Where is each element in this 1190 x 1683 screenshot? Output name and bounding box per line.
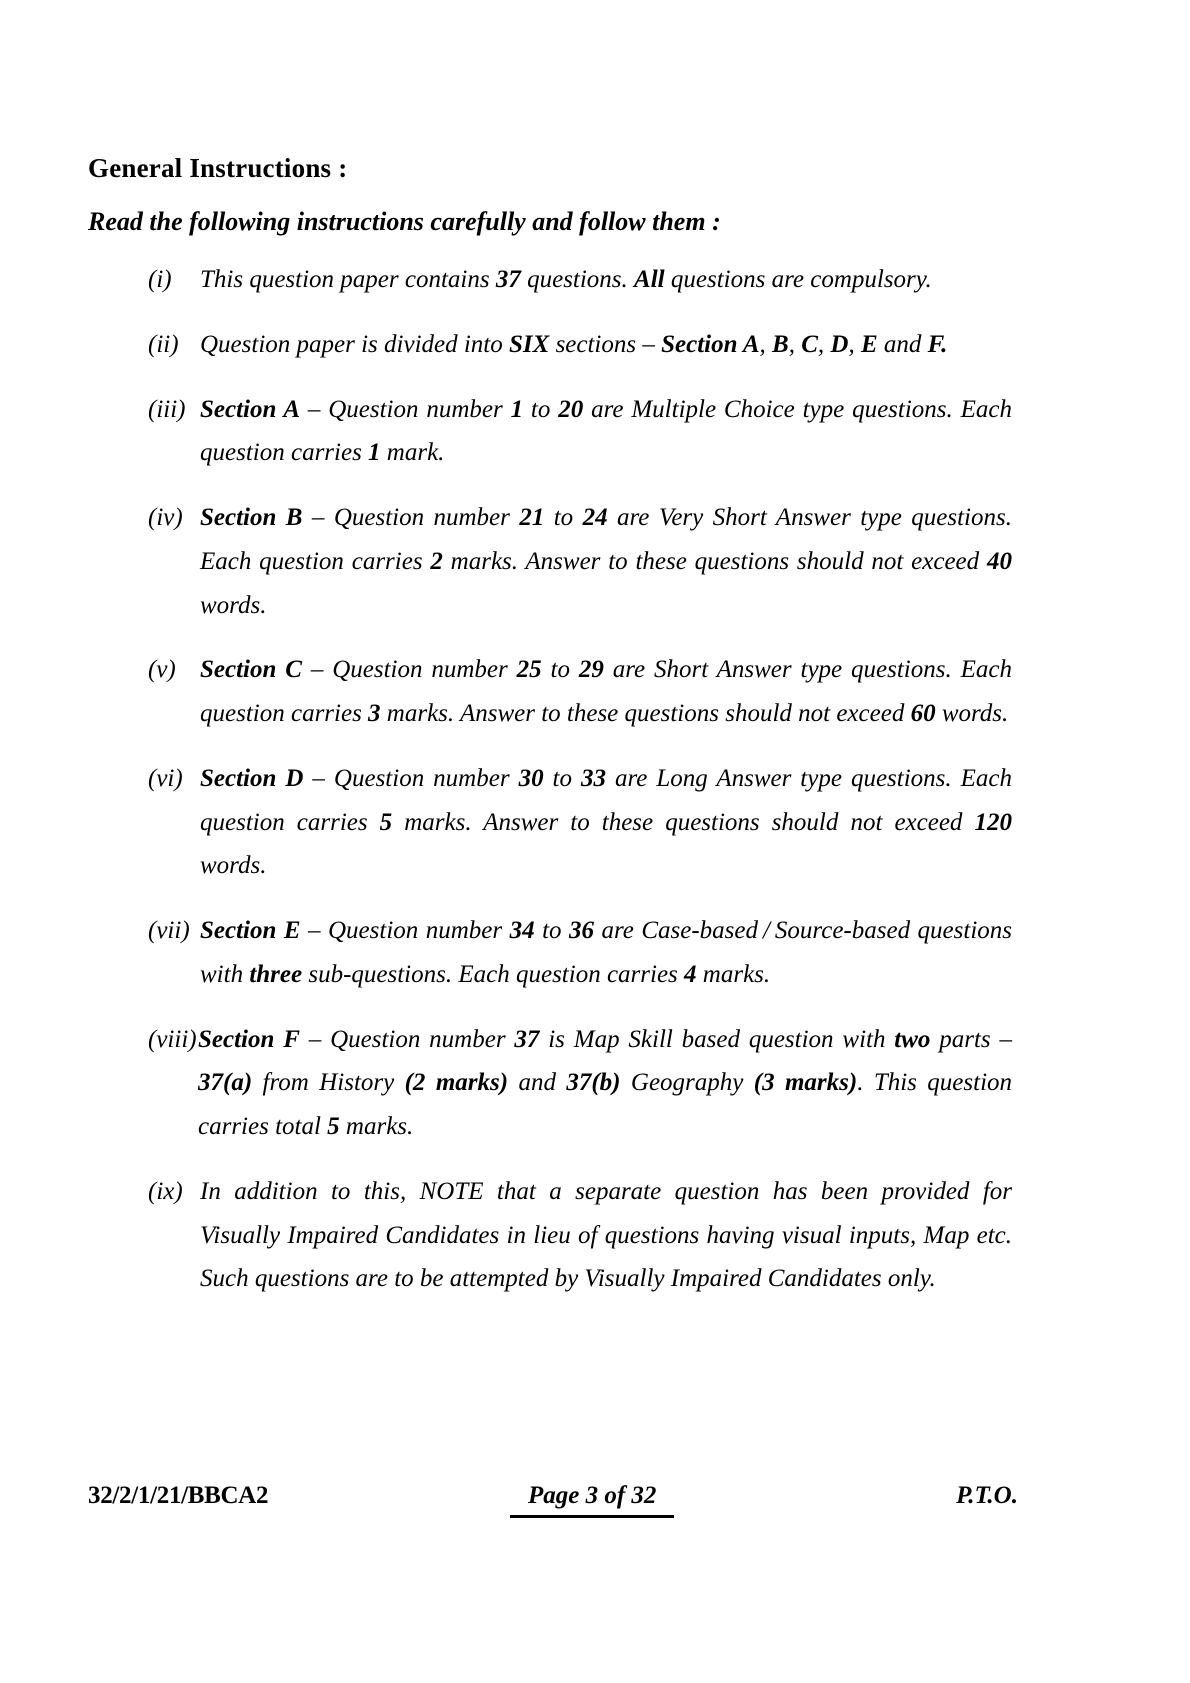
instruction-marker: (vi) (148, 764, 183, 792)
instruction-item (148, 1018, 1012, 1149)
instructions-heading-block (88, 152, 1018, 238)
instruction-text: In addition to this, NOTE that a separate question has been provided for Visually Impaired Candidates in lieu of questions having visual inputs, Map etc. Such questions are to be attempted by Visually Impaired Candidates only. (200, 1177, 1012, 1293)
instruction-marker: (i) (148, 266, 172, 293)
footer-pto-label: P.T.O. (956, 1482, 1018, 1509)
instruction-marker: (iv) (148, 504, 183, 531)
footer-page-number-label: Page 3 of 32 (527, 1482, 657, 1509)
instruction-text: Section C – Question number 25 to 29 are Short Answer type questions. Each question carries 3 marks. Answer to these questions should not exceed 60 words. (200, 656, 1012, 727)
instruction-marker: (vii) (148, 917, 190, 944)
instruction-list (148, 258, 1012, 1322)
instruction-text: Section B – Question number 21 to 24 are Very Short Answer type questions. Each question carries 2 marks. Answer to these questions should not exceed 40 words. (200, 504, 1012, 619)
read-instructions-subtitle: Read the following instructions carefully and follow them : (88, 207, 721, 237)
instruction-text: Section F – Question number 37 is Map Skill based question with two parts – 37(a) from History (2 marks) and 37(b) Geography (3 marks). This question carries total 5 marks. (198, 1025, 1013, 1140)
page-footer (88, 1482, 1018, 1518)
instruction-text: Section A – Question number 1 to 20 are Multiple Choice type questions. Each question carries 1 mark. (200, 395, 1013, 467)
instruction-item (148, 909, 1012, 997)
general-instructions-title: General Instructions : (88, 153, 348, 183)
instruction-item (148, 1170, 1012, 1301)
instruction-item (148, 648, 1012, 736)
instruction-item (148, 757, 1012, 888)
instruction-item (148, 388, 1012, 476)
instruction-text: This question paper contains 37 questions. All questions are compulsory. (200, 266, 932, 293)
instruction-text: Section D – Question number 30 to 33 are Long Answer type questions. Each question carries 5 marks. Answer to these questions should not exceed 120 words. (200, 764, 1012, 880)
instruction-marker: (ii) (148, 330, 179, 358)
instruction-item (148, 496, 1012, 627)
instruction-item (148, 323, 1012, 367)
instruction-marker: (iii) (148, 395, 186, 423)
footer-underline-rule (510, 1515, 674, 1518)
instruction-text: Question paper is divided into SIX sections – Section A, B, C, D, E and F. (200, 330, 948, 358)
footer-paper-code: 32/2/1/21/BBCA2 (88, 1482, 269, 1509)
instruction-marker: (viii) (148, 1025, 197, 1053)
instruction-marker: (v) (148, 656, 176, 684)
footer-page-number (528, 1482, 656, 1518)
instruction-item (148, 258, 1012, 302)
instruction-text: Section E – Question number 34 to 36 are Case-based / Source-based questions with three sub-questions. Each question carries 4 marks. (200, 917, 1012, 988)
instruction-marker: (ix) (148, 1177, 183, 1205)
